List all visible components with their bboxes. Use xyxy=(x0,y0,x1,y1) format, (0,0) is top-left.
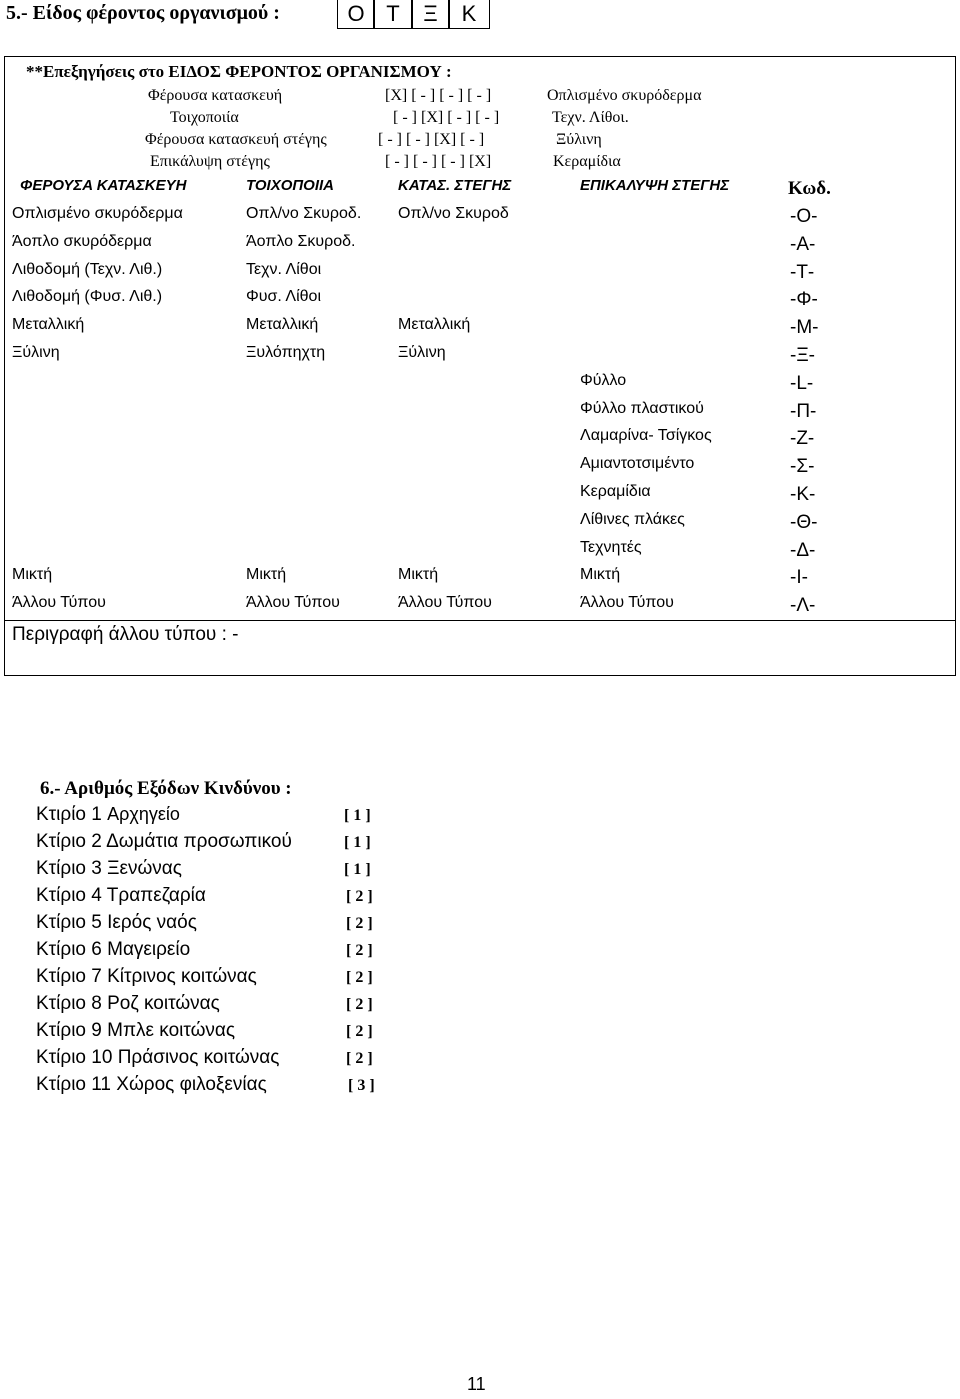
table-cell: Ξυλόπηχτη xyxy=(246,344,326,361)
room-name: Πράσινος κοιτώνας xyxy=(117,1047,280,1068)
code-box-4: Κ xyxy=(448,0,490,29)
building-name: Κτιρίο 1 xyxy=(36,804,102,825)
explanation-label: Τοιχοποιία xyxy=(170,109,239,126)
table-cell: Μικτή xyxy=(12,566,53,584)
building-name: Κτίριο 9 xyxy=(36,1020,102,1041)
table-cell: Τεχνητές xyxy=(580,538,642,556)
table-cell: Μεταλλική xyxy=(246,316,319,334)
building-row xyxy=(36,804,180,826)
other-type-description: Περιγραφή άλλου τύπου : - xyxy=(12,624,239,645)
explanation-value: Ξύλινη xyxy=(556,131,602,148)
building-row xyxy=(36,1020,235,1042)
explanation-label: Φέρουσα κατασκευή xyxy=(148,87,283,104)
table-cell: Κεραμίδια xyxy=(580,483,651,500)
divider xyxy=(5,620,955,621)
header-roof-structure: ΚΑΤΑΣ. ΣΤΕΓΗΣ xyxy=(398,177,512,194)
building-row xyxy=(36,1047,279,1069)
building-row xyxy=(36,885,206,907)
building-name: Κτίριο 6 xyxy=(36,939,102,960)
table-cell: Αμιαντοτσιμέντο xyxy=(580,455,695,473)
explanation-marks: [ - ] [Χ] [ - ] [ - ] xyxy=(393,109,500,126)
table-cell: Μεταλλική xyxy=(398,316,471,334)
table-cell: Μικτή xyxy=(246,566,287,584)
table-cell: Λίθινες πλάκες xyxy=(580,510,685,528)
exit-count: [ 2 ] xyxy=(346,1023,373,1040)
table-cell: Λιθοδομή (Φυσ. Λιθ.) xyxy=(12,288,163,306)
room-name: Αρχηγείο xyxy=(107,804,180,824)
room-name: Ξενώνας xyxy=(107,858,182,879)
code-box-3: Ξ xyxy=(411,0,450,29)
building-row xyxy=(36,1074,267,1096)
exit-count: [ 2 ] xyxy=(346,969,373,986)
building-row xyxy=(36,858,182,880)
table-cell: Ξύλινη xyxy=(12,344,60,361)
building-name: Κτίριο 8 xyxy=(36,993,102,1014)
page-number: 11 xyxy=(467,1374,486,1394)
explanation-marks: [Χ] [ - ] [ - ] [ - ] xyxy=(385,87,492,104)
exit-count: [ 1 ] xyxy=(344,807,371,824)
room-name: Τραπεζαρία xyxy=(106,885,206,906)
room-name: Μπλε κοιτώνας xyxy=(107,1020,236,1041)
table-cell: Άλλου Τύπου xyxy=(246,594,340,612)
table-cell: Οπλ/νο Σκυροδ xyxy=(398,205,509,222)
building-name: Κτίριο 7 xyxy=(36,966,102,987)
exit-count: [ 3 ] xyxy=(348,1077,375,1094)
building-name: Κτίριο 11 xyxy=(36,1074,111,1095)
table-cell: Τεχν. Λίθοι xyxy=(246,260,322,278)
header-bearing-structure: ΦΕΡΟΥΣΑ ΚΑΤΑΣΚΕΥΗ xyxy=(20,177,187,194)
code-box-2: Τ xyxy=(373,0,413,29)
table-cell: Φύλλο xyxy=(580,371,627,389)
table-cell: Φυσ. Λίθοι xyxy=(246,288,321,306)
table-code: -Φ- xyxy=(790,289,818,311)
table-code: -Α- xyxy=(790,233,816,255)
table-cell: Μικτή xyxy=(398,566,439,584)
building-row xyxy=(36,831,292,853)
table-cell: Άοπλο Σκυροδ. xyxy=(246,232,356,250)
building-row xyxy=(36,966,257,988)
explanation-label: Φέρουσα κατασκευή στέγης xyxy=(145,131,327,148)
room-name: Δωμάτια προσωπικού xyxy=(106,831,292,852)
table-code: -Δ- xyxy=(790,539,816,561)
room-name: Ιερός ναός xyxy=(107,912,197,933)
header-masonry: ΤΟΙΧΟΠΟΙΙΑ xyxy=(246,177,335,194)
room-name: Κίτρινος κοιτώνας xyxy=(107,966,257,987)
building-name: Κτίριο 2 xyxy=(36,831,102,852)
exit-count: [ 2 ] xyxy=(346,1050,373,1067)
table-cell: Λιθοδομή (Τεχν. Λιθ.) xyxy=(12,260,163,278)
table-cell: Άλλου Τύπου xyxy=(580,594,674,612)
table-cell: Οπλ/νο Σκυροδ. xyxy=(246,205,362,222)
exit-count: [ 2 ] xyxy=(346,996,373,1013)
header-code: Κωδ. xyxy=(788,178,831,199)
table-cell: Άλλου Τύπου xyxy=(398,594,492,612)
code-box-1: Ο xyxy=(337,0,375,29)
table-cell: Οπλισμένο σκυρόδερμα xyxy=(12,205,183,222)
table-cell: Φύλλο πλαστικού xyxy=(580,399,704,417)
table-cell: Μεταλλική xyxy=(12,316,85,334)
table-code: -Π- xyxy=(790,400,817,422)
exit-count: [ 2 ] xyxy=(346,942,373,959)
table-cell: Λαμαρίνα- Τσίγκος xyxy=(580,427,712,445)
building-row xyxy=(36,939,190,961)
room-name: Μαγειρείο xyxy=(107,939,191,960)
section5-title: 5.- Είδος φέροντος οργανισμού : xyxy=(6,2,280,24)
table-code: -Ξ- xyxy=(790,345,816,366)
exit-count: [ 2 ] xyxy=(346,888,373,905)
table-cell: Μικτή xyxy=(580,566,621,584)
exit-count: [ 1 ] xyxy=(344,861,371,878)
building-row xyxy=(36,912,197,934)
explanation-value: Τεχν. Λίθοι. xyxy=(552,109,629,126)
table-code: -Ζ- xyxy=(790,428,815,450)
room-name: Χώρος φιλοξενίας xyxy=(116,1074,267,1095)
table-code: -Ο- xyxy=(790,206,818,227)
building-row xyxy=(36,993,220,1015)
table-code: -Λ- xyxy=(790,595,816,617)
table-cell: Άλλου Τύπου xyxy=(12,594,106,612)
explanations-title: **Επεξηγήσεις στο ΕΙΔΟΣ ΦΕΡΟΝΤΟΣ ΟΡΓΑΝΙΣΜΟΥ : xyxy=(26,62,452,81)
explanation-marks: [ - ] [ - ] [Χ] [ - ] xyxy=(378,131,485,148)
explanation-value: Κεραμίδια xyxy=(553,153,621,170)
exit-count: [ 1 ] xyxy=(344,834,371,851)
building-name: Κτίριο 5 xyxy=(36,912,102,933)
explanation-value: Οπλισμένο σκυρόδερμα xyxy=(547,87,702,104)
exit-count: [ 2 ] xyxy=(346,915,373,932)
table-code: -Τ- xyxy=(790,261,815,283)
table-code: -L- xyxy=(790,372,814,394)
building-name: Κτίριο 4 xyxy=(36,885,102,906)
table-cell: Ξύλινη xyxy=(398,344,446,361)
building-name: Κτίριο 10 xyxy=(36,1047,113,1068)
table-code: -Θ- xyxy=(790,511,818,533)
section6-title: 6.- Αριθμός Εξόδων Κινδύνου : xyxy=(40,778,292,799)
table-cell: Άοπλο σκυρόδερμα xyxy=(12,232,152,250)
table-code: -Κ- xyxy=(790,484,816,505)
table-code: -Μ- xyxy=(790,317,819,339)
table-code: -Ι- xyxy=(790,567,808,589)
header-roof-covering: ΕΠΙΚΑΛΥΨΗ ΣΤΕΓΗΣ xyxy=(580,177,730,194)
building-name: Κτίριο 3 xyxy=(36,858,102,879)
table-code: -Σ- xyxy=(790,456,815,478)
explanation-label: Επικάλυψη στέγης xyxy=(150,153,270,170)
explanation-marks: [ - ] [ - ] [ - ] [Χ] xyxy=(385,153,492,170)
room-name: Ροζ κοιτώνας xyxy=(107,993,220,1014)
